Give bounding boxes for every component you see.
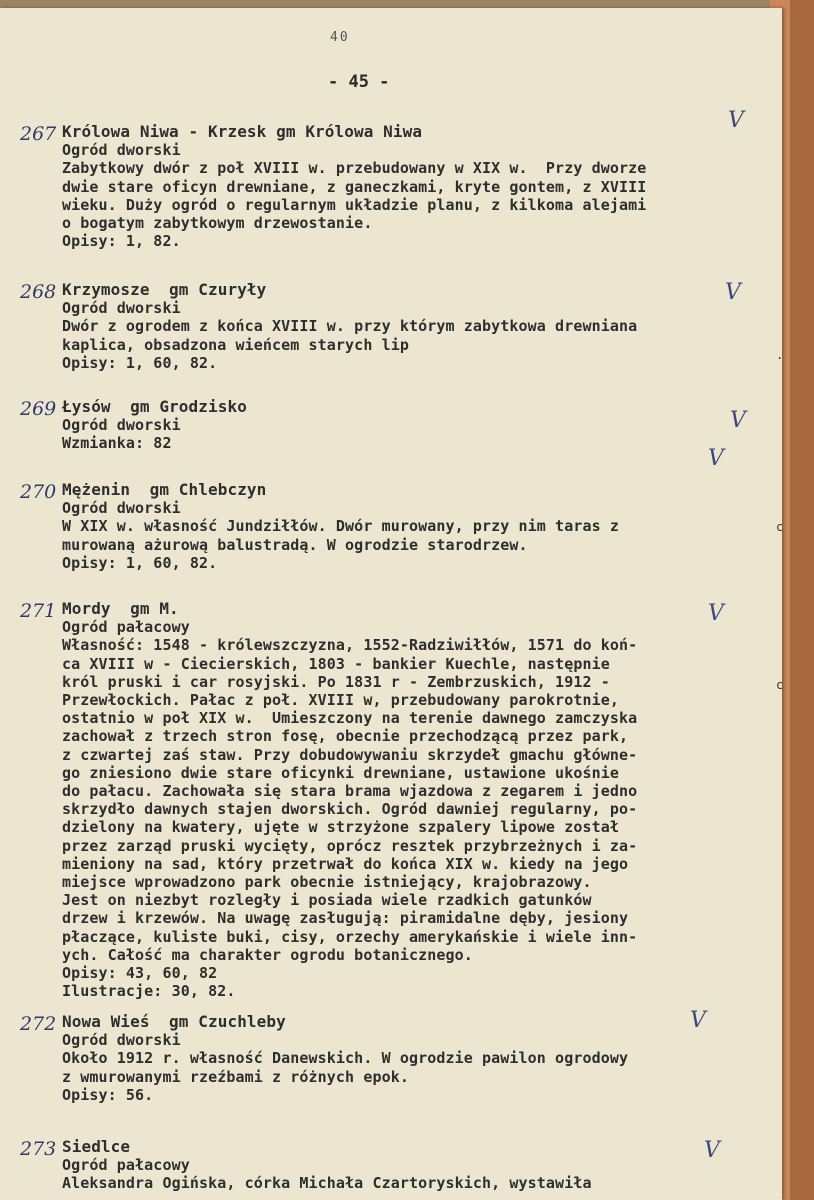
entry-line: miejsce wprowadzono park obecnie istniejący, krajobrazowy. [62,873,592,892]
entry-title: Siedlce [62,1137,131,1156]
checkmark-icon: V [690,1008,706,1033]
entry-line: Ogród dworski [62,141,181,160]
entry-line: o bogatym zabytkowym drzewostanie. [62,214,373,233]
entry-line: płaczące, kuliste buki, cisy, orzechy amerykańskie i wiele inn- [62,927,638,946]
entry-line: Zabytkowy dwór z poł XVIII w. przebudowany w XIX w. Przy dworze [62,159,647,178]
back-sheet-shadow [790,0,814,1200]
entry-line: drzew i krzewów. Na uwagę zasługują: piramidalne dęby, jesiony [62,909,629,928]
entry-line: król pruski i car rosyjski. Po 1831 r - Zembrzuskich, 1912 - [62,672,610,691]
entry-line: ca XVIII w - Ciecierskich, 1803 - bankier Kuechle, następnie [62,654,610,673]
entry-line: dzielony na kwatery, ujęte w strzyżone szpalery lipowe został [62,818,619,837]
entry-text [62,481,772,572]
entry-line: Jest on niezbyt rozległy i posiada wiele rzadkich gatunków [62,891,592,910]
entry-line: Opisy: 1, 82. [62,232,181,251]
entry-title: Królowa Niwa - Krzesk gm Królowa Niwa [62,122,423,141]
checkmark-icon: V [708,446,724,471]
entry-line: zachował z trzech stron fosę, obecnie przechodzącą przez park, [62,727,629,746]
entry-line: wieku. Duży ogród o regularnym układzie planu, z kilkoma alejami [62,195,647,214]
entry-line: Ogród dworski [62,499,181,518]
entry-line: przez zarząd pruski wycięty, oprócz resztek przybrzeżnych i za- [62,836,638,855]
entry-line: Opisy: 56. [62,1085,154,1104]
entry-number: 268 [20,281,57,303]
entry-line: Własność: 1548 - królewszczyzna, 1552-Radziwiłłów, 1571 do koń- [62,636,638,655]
entry-line: ostatnio w poł XIX w. Umieszczony na terenie dawnego zamczyska [62,709,638,728]
entry-title: Mordy gm M. [62,599,179,618]
entry-text [62,600,772,1000]
checkmark-icon: V [725,280,741,305]
entry-number: 269 [20,398,57,420]
entry-title: Nowa Wieś gm Czuchleby [62,1012,286,1031]
entry-line: Opisy: 43, 60, 82 [62,964,218,983]
entry-line: Ogród dworski [62,416,181,435]
entry-line: ych. Całość ma charakter ogrodu botanicznego. [62,945,473,964]
checkmark-icon: V [704,1138,720,1163]
entry-line: Ilustracje: 30, 82. [62,982,236,1001]
checkmark-icon: V [728,108,744,133]
entry-line: z wmurowanymi rzeźbami z różnych epok. [62,1067,409,1086]
entry-number: 267 [20,123,57,145]
entry-text [62,1138,772,1193]
entry-line: Przewłockich. Pałac z poł. XVIII w, przebudowany parokrotnie, [62,691,619,710]
entry-line: Ogród pałacowy [62,1156,190,1175]
entry-line: dwie stare oficyn drewniane, z ganeczkami, kryte gontem, z XVIII [62,177,647,196]
entry-line: murowaną ażurową balustradą. W ogrodzie starodrzew. [62,535,528,554]
entry-line: mieniony na sad, który przetrwał do końca XIX w. kiedy na jego [62,854,629,873]
entry-line: go zniesiono dwie stare oficynki drewniane, ustawione ukośnie [62,763,619,782]
entry-line: Opisy: 1, 60, 82. [62,353,218,372]
entry-line: z czwartej zaś staw. Przy dobudowywaniu skrzydeł gmachu główne- [62,745,638,764]
entry-line: Aleksandra Ogińska, córka Michała Czartoryskich, wystawiła [62,1174,592,1193]
entry-number: 272 [20,1013,57,1035]
entry-line: Wzmianka: 82 [62,434,172,453]
entry-line: Ogród dworski [62,1031,181,1050]
page-number: - 45 - [328,72,390,92]
margin-mark: c [776,520,784,534]
header-mark: 40 [330,30,350,45]
entry-text [62,281,772,372]
entry-title: Łysów gm Grodzisko [62,397,247,416]
entry-line: skrzydło dawnych stajen dworskich. Ogród dawniej regularny, po- [62,800,638,819]
entry-line: Około 1912 r. własność Danewskich. W ogrodzie pawilon ogrodowy [62,1049,629,1068]
checkmark-icon: V [730,408,746,433]
entry-text [62,398,772,453]
entry-number: 271 [20,600,57,622]
margin-mark: c [776,678,784,692]
entry-line: Dwór z ogrodem z końca XVIII w. przy którym zabytkowa drewniana [62,317,638,336]
entry-title: Mężenin gm Chlebczyn [62,480,267,499]
entry-line: Ogród dworski [62,299,181,318]
entry-line: Opisy: 1, 60, 82. [62,553,218,572]
entry-text [62,1013,772,1104]
entry-number: 273 [20,1138,57,1160]
entry-line: kaplica, obsadzona wieńcem starych lip [62,335,409,354]
margin-mark: . [776,348,784,362]
document-page [0,8,782,1200]
entry-text [62,123,772,250]
checkmark-icon: V [708,601,724,626]
entry-line: W XIX w. własność Jundziłłów. Dwór murowany, przy nim taras z [62,517,619,536]
entry-line: Ogród pałacowy [62,618,190,637]
entry-title: Krzymosze gm Czuryły [62,280,267,299]
entry-line: do pałacu. Zachowała się stara brama wjazdowa z zegarem i jedno [62,782,638,801]
entry-number: 270 [20,481,57,503]
